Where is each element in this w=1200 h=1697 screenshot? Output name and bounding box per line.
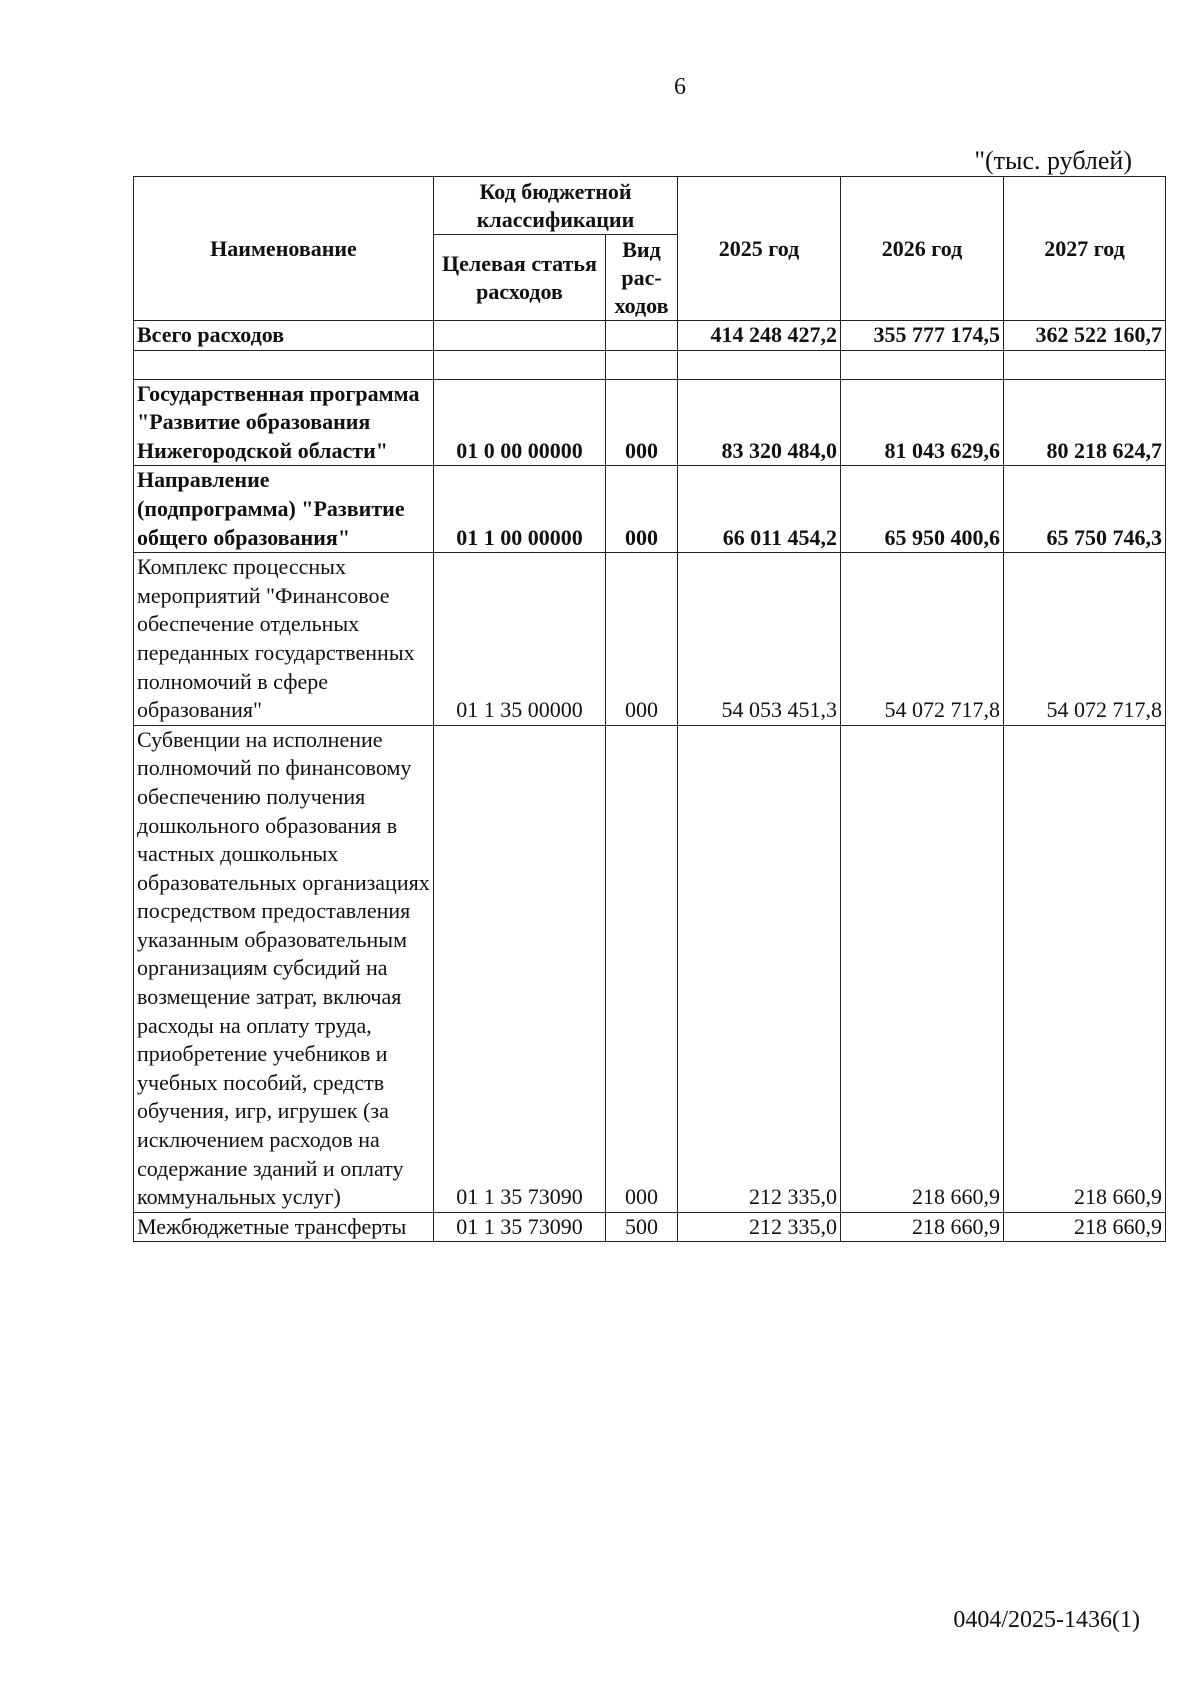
row-name: Всего расходов bbox=[134, 321, 434, 351]
row-2025: 83 320 484,0 bbox=[678, 379, 841, 466]
header-expense-type: Вид рас-ходов bbox=[606, 235, 678, 321]
row-2026: 218 660,9 bbox=[841, 1212, 1004, 1242]
header-target-article: Целевая статья расходов bbox=[434, 235, 606, 321]
row-vid: 000 bbox=[606, 725, 678, 1212]
row-2027: 362 522 160,7 bbox=[1004, 321, 1166, 351]
row-code: 01 1 35 73090 bbox=[434, 725, 606, 1212]
row-2027 bbox=[1004, 350, 1166, 379]
table-row-empty bbox=[134, 350, 1166, 379]
table-row-subprogram bbox=[134, 466, 1166, 553]
row-name: Комплекс процессных мероприятий "Финансовое обеспечение отдельных переданных государственных полномочий в сфере образования" bbox=[134, 553, 434, 726]
row-name: Направление (подпрограмма) "Развитие общего образования" bbox=[134, 466, 434, 553]
row-2026: 54 072 717,8 bbox=[841, 553, 1004, 726]
row-vid: 000 bbox=[606, 466, 678, 553]
row-2025: 66 011 454,2 bbox=[678, 466, 841, 553]
row-2025 bbox=[678, 350, 841, 379]
document-code: 0404/2025-1436(1) bbox=[953, 1607, 1140, 1633]
row-2025: 212 335,0 bbox=[678, 1212, 841, 1242]
row-code bbox=[434, 350, 606, 379]
table-row-transfers bbox=[134, 1212, 1166, 1242]
row-vid: 000 bbox=[606, 553, 678, 726]
row-2025: 414 248 427,2 bbox=[678, 321, 841, 351]
row-2027: 65 750 746,3 bbox=[1004, 466, 1166, 553]
header-2027: 2027 год bbox=[1004, 177, 1166, 321]
row-2025: 212 335,0 bbox=[678, 725, 841, 1212]
row-code bbox=[434, 321, 606, 351]
row-vid bbox=[606, 321, 678, 351]
row-2025: 54 053 451,3 bbox=[678, 553, 841, 726]
row-2026 bbox=[841, 350, 1004, 379]
table-row-complex bbox=[134, 553, 1166, 726]
table-row-subvention bbox=[134, 725, 1166, 1212]
row-vid: 500 bbox=[606, 1212, 678, 1242]
header-code-group: Код бюджетной классификации bbox=[434, 177, 678, 235]
row-code: 01 0 00 00000 bbox=[434, 379, 606, 466]
units-label: "(тыс. рублей) bbox=[974, 146, 1132, 175]
row-2026: 81 043 629,6 bbox=[841, 379, 1004, 466]
row-name: Межбюджетные трансферты bbox=[134, 1212, 434, 1242]
row-2027: 80 218 624,7 bbox=[1004, 379, 1166, 466]
row-2026: 65 950 400,6 bbox=[841, 466, 1004, 553]
table-row-total bbox=[134, 321, 1166, 351]
row-vid bbox=[606, 350, 678, 379]
row-2027: 218 660,9 bbox=[1004, 1212, 1166, 1242]
row-2027: 54 072 717,8 bbox=[1004, 553, 1166, 726]
header-name: Наименование bbox=[134, 177, 434, 321]
row-2026: 218 660,9 bbox=[841, 725, 1004, 1212]
row-name: Субвенции на исполнение полномочий по финансовому обеспечению получения дошкольного образования в частных дошкольных образовательных организациях посредством предоставления указанным образовательным организациям субсидий на возмещение затрат, включая расходы на оплату труда, приобретение учебников и учебных пособий, средств обучения, игр, игрушек (за исключением расходов на содержание зданий и оплату коммунальных услуг) bbox=[134, 725, 434, 1212]
row-2027: 218 660,9 bbox=[1004, 725, 1166, 1212]
row-2026: 355 777 174,5 bbox=[841, 321, 1004, 351]
row-code: 01 1 00 00000 bbox=[434, 466, 606, 553]
row-name: Государственная программа "Развитие образования Нижегородской области" bbox=[134, 379, 434, 466]
page-number: 6 bbox=[674, 74, 686, 100]
row-code: 01 1 35 00000 bbox=[434, 553, 606, 726]
header-2026: 2026 год bbox=[841, 177, 1004, 321]
budget-table bbox=[133, 176, 1166, 1242]
table-row-program bbox=[134, 379, 1166, 466]
row-vid: 000 bbox=[606, 379, 678, 466]
header-2025: 2025 год bbox=[678, 177, 841, 321]
row-name bbox=[134, 350, 434, 379]
row-code: 01 1 35 73090 bbox=[434, 1212, 606, 1242]
